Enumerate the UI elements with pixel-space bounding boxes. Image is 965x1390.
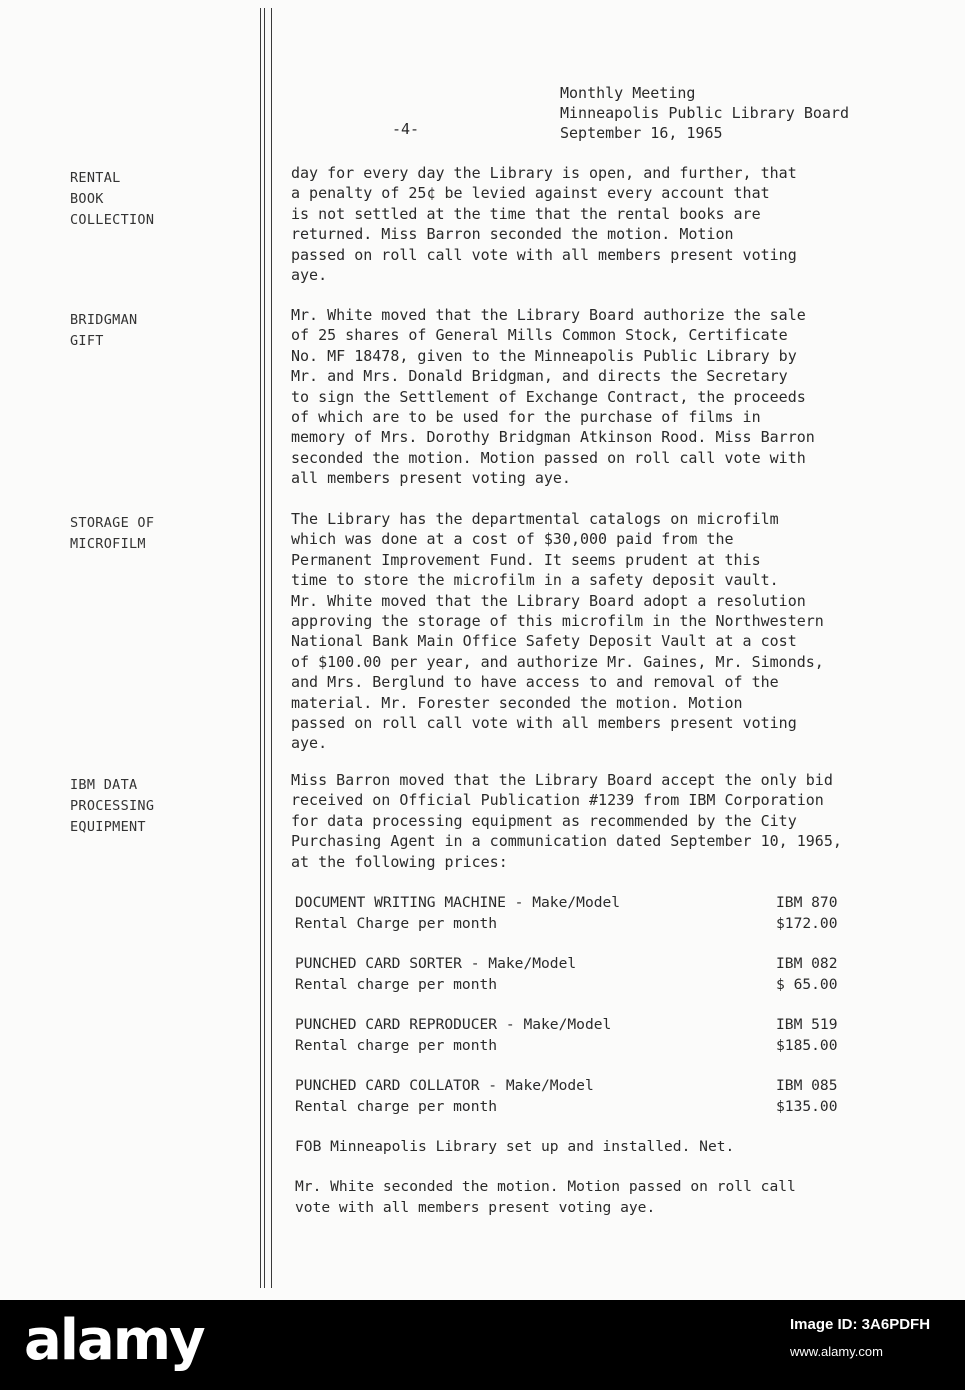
image-id: Image ID: 3A6PDFH [790,1316,931,1333]
equipment-desc: PUNCHED CARD COLLATOR - Make/Model Rental charge per month [295,1077,594,1115]
header-board: Minneapolis Public Library Board [560,104,849,122]
watermark-url: www.alamy.com [790,1344,883,1359]
equipment-value: IBM 085 $135.00 [776,1077,838,1115]
header-title: Monthly Meeting [560,84,696,102]
section-text: The Library has the departmental catalogs on microfilm which was done at a cost of $30,000 paid from the Permanent Improvement Fund. It seems prudent at this time to store the microfilm in a safety deposit vault. Mr. White moved that the Library Board adopt a resolution approving the storage of this microfilm in the Northwestern National Bank Main Office Safety Deposit Vault at a cost of $100.00 per year, and authorize Mr. Gaines, Mr. Simonds, and Mrs. Berglund to have access to and removal of the material. Mr. Forester seconded the motion. Motion passed on roll call vote with all members present voting aye. [291,510,824,753]
equipment-value: IBM 082 $ 65.00 [776,955,838,993]
section-heading: STORAGE OF MICROFILM [70,515,155,552]
equipment-value: IBM 870 $172.00 [776,894,838,932]
page-number: -4- [392,120,420,138]
section-text: Mr. White moved that the Library Board authorize the sale of 25 shares of General Mills Common Stock, Certificate No. MF 18478, given to the Minneapolis Public Library by Mr. and Mrs. Donald Bridgman, and directs the Secretary to sign the Settlement of Exchange Contract, the proceeds of which are to be used for the purchase of films in memory of Mrs. Dorothy Bridgman Atkinson Rood. Miss Barron seconded the motion. Motion passed on roll call vote with all members present voting aye. [291,306,815,488]
margin-rule [271,8,272,1288]
section-heading: IBM DATA PROCESSING EQUIPMENT [70,777,155,835]
section-heading: RENTAL BOOK COLLECTION [70,170,155,228]
alamy-logo: alamy [24,1308,204,1373]
margin-rule [264,8,265,1288]
section-text: Miss Barron moved that the Library Board accept the only bid received on Official Publication #1239 from IBM Corporation for data processing equipment as recommended by the City Purchasing Agent in a communication dated September 10, 1965, at the following prices: [291,771,842,871]
closing-text: Mr. White seconded the motion. Motion passed on roll call vote with all members present voting aye. [295,1178,796,1216]
equipment-value: IBM 519 $185.00 [776,1016,838,1054]
margin-rule [260,8,261,1288]
equipment-desc: PUNCHED CARD REPRODUCER - Make/Model Rental charge per month [295,1016,612,1054]
equipment-desc: PUNCHED CARD SORTER - Make/Model Rental charge per month [295,955,577,993]
section-heading: BRIDGMAN GIFT [70,312,138,349]
equipment-desc: DOCUMENT WRITING MACHINE - Make/Model Rental Charge per month [295,894,621,932]
fob-note: FOB Minneapolis Library set up and installed. Net. [295,1138,735,1155]
section-text: day for every day the Library is open, and further, that a penalty of 25¢ be levied against every account that is not settled at the time that the rental books are returned. Miss Barron seconded the motion. Motion passed on roll call vote with all members present voting aye. [291,164,797,285]
header-date: September 16, 1965 [560,124,723,142]
